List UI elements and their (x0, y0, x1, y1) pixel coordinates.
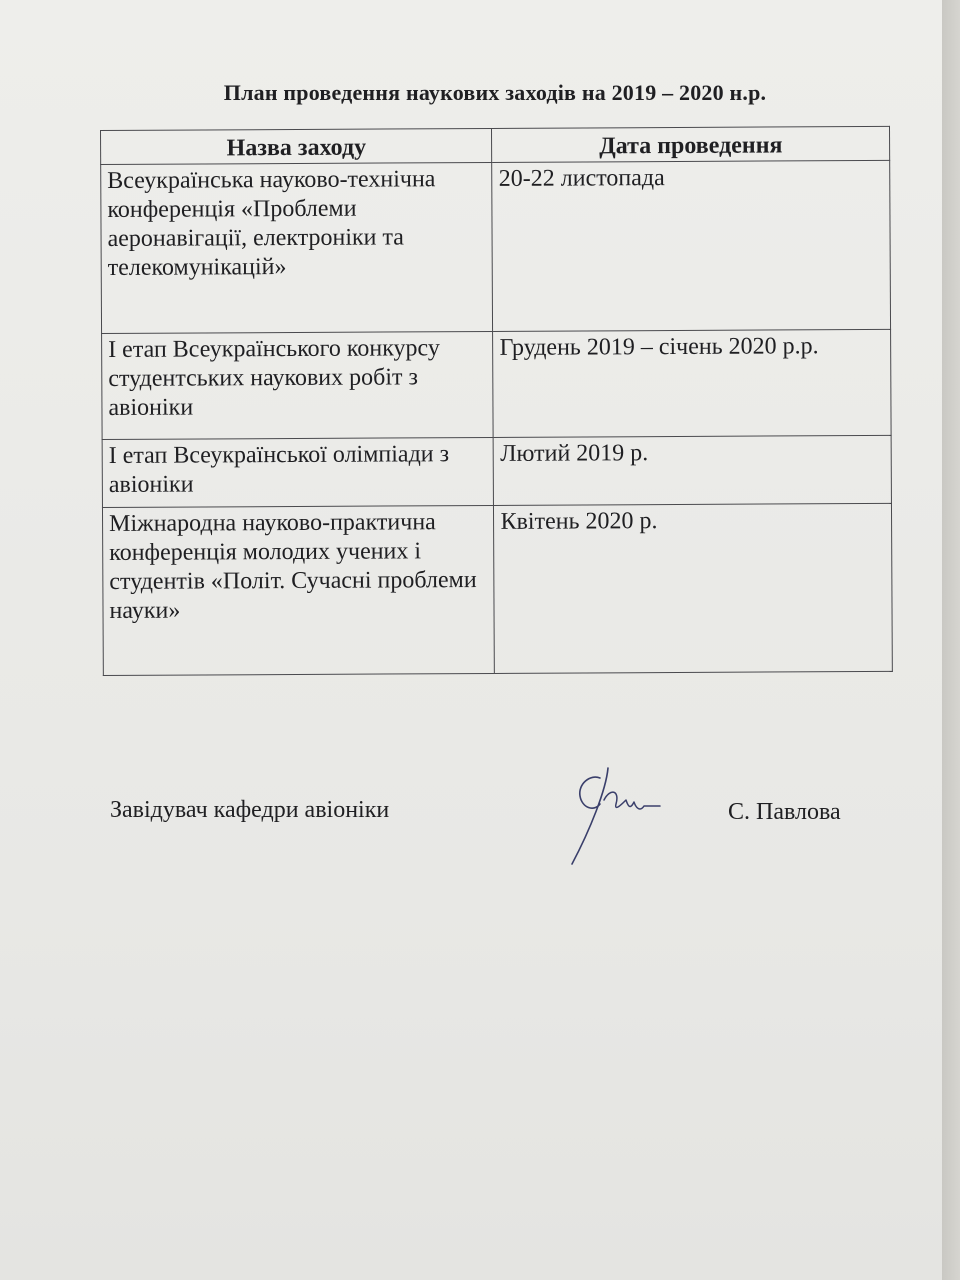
event-name-cell: I етап Всеукраїнського конкурсу студентських наукових робіт з авіоніки (102, 331, 494, 439)
table-row (101, 160, 891, 333)
handwritten-signature (560, 760, 670, 870)
table-header-row (101, 126, 890, 164)
event-name-cell: Всеукраїнська науково-технічна конференція «Проблеми аеронавігації, електроніки та телекомунікацій» (101, 162, 493, 333)
events-table (100, 126, 893, 676)
table-row (102, 503, 892, 675)
signatory-position: Завідувач кафедри авіоніки (110, 797, 390, 823)
document-title: План проведення наукових заходів на 2019 – 2020 н.р. (223, 80, 767, 105)
header-event-name: Назва заходу (101, 128, 493, 164)
header-event-date: Дата проведення (492, 126, 890, 162)
event-date-cell: Грудень 2019 – січень 2020 р.р. (493, 329, 891, 437)
event-date-cell: 20-22 листопада (492, 160, 890, 331)
background-wall (942, 0, 960, 1280)
event-date-cell: Лютий 2019 р. (494, 435, 892, 505)
event-name-cell: Міжнародна науково-практична конференція молодих учених і студентів «Політ. Сучасні проблеми науки» (102, 505, 494, 675)
event-name-cell: I етап Всеукраїнської олімпіади з авіоніки (102, 437, 494, 507)
table-row (102, 329, 892, 439)
table-row (102, 435, 891, 507)
signatory-name: С. Павлова (728, 799, 841, 825)
event-date-cell: Квітень 2020 р. (494, 503, 892, 673)
